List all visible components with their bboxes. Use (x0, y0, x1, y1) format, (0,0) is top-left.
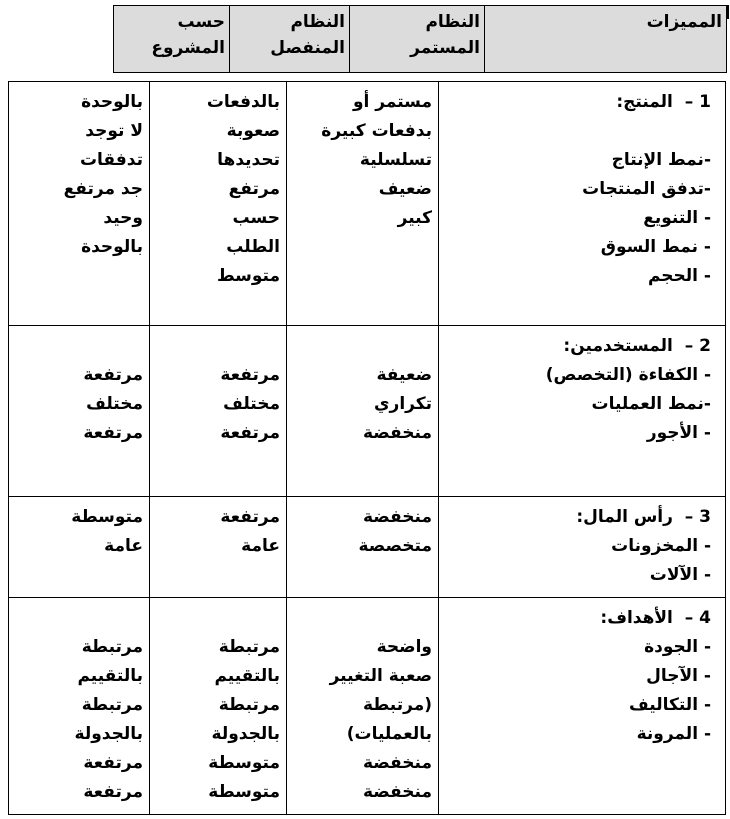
cell-line: تكراري (373, 394, 432, 414)
cell-line: مرتفعة (83, 423, 143, 443)
cell-line: بالوحدة (81, 237, 143, 257)
feature-item: - الجودة (644, 637, 711, 657)
cell-line: بالتقييم (77, 666, 143, 686)
continuous-cell (287, 497, 439, 598)
separate-cell (150, 598, 287, 815)
separate-cell (150, 497, 287, 598)
header-continuous: النظام المستمر (350, 6, 485, 73)
cell-line: متوسطة (71, 507, 143, 527)
cell-line: واضحة (376, 637, 432, 657)
cell-line: متوسط (216, 266, 280, 286)
cell-line: مرتفعة (83, 782, 143, 802)
cell-line: مرتفعة (220, 507, 280, 527)
cell-line: مرتفعة (83, 365, 143, 385)
cell-line: صعوبة (226, 121, 280, 141)
feature-title: 3 – رأس المال: (576, 507, 711, 527)
cell-line: بالوحدة (81, 92, 143, 112)
feature-cell (439, 82, 726, 326)
cell-line: منخفضة (362, 423, 432, 443)
cell-line: بالتقييم (214, 666, 280, 686)
cell-line: تحديدها (217, 150, 280, 170)
cell-line: مستمر أو (352, 92, 432, 112)
feature-item: - الآلات (649, 565, 711, 585)
table-row (9, 497, 726, 598)
continuous-cell (287, 82, 439, 326)
continuous-cell (287, 326, 439, 497)
feature-item: - الحجم (647, 266, 711, 286)
header-features: المميزات (485, 6, 727, 73)
cell-line: بالدفعات (206, 92, 280, 112)
feature-item: -نمط الإنتاج (611, 150, 711, 170)
cell-line: الطلب (226, 237, 280, 257)
feature-title: 4 – الأهداف: (600, 608, 711, 628)
header-project: حسب المشروع (114, 6, 230, 73)
cell-line: مرتفعة (220, 365, 280, 385)
cell-line: مرتبطة (81, 695, 143, 715)
header-separate: النظام المنفصل (230, 6, 350, 73)
continuous-cell (287, 598, 439, 815)
feature-item: - الأجور (646, 423, 711, 443)
cell-line: منخفضة (362, 782, 432, 802)
cell-line: مرتفعة (83, 753, 143, 773)
cell-line: بالجدولة (211, 724, 280, 744)
cell-line: عامة (241, 536, 280, 556)
feature-item: -تدفق المنتجات (582, 179, 711, 199)
cell-line: (مرتبطة (362, 695, 432, 715)
feature-cell (439, 598, 726, 815)
feature-cell (439, 326, 726, 497)
cell-line: كبير (397, 208, 432, 228)
cell-line: بدفعات كبيرة (321, 121, 432, 141)
cell-line: منخفضة (362, 507, 432, 527)
table-row (9, 326, 726, 497)
cell-line: مرتفع (228, 179, 280, 199)
comparison-table (9, 81, 726, 814)
table-row (9, 82, 726, 326)
cell-line: منخفضة (362, 753, 432, 773)
cell-line: مرتبطة (218, 695, 280, 715)
feature-title: 1 – المنتج: (616, 92, 711, 112)
feature-item: - نمط السوق (600, 237, 711, 257)
feature-cell (439, 497, 726, 598)
cell-line: ضعيف (378, 179, 432, 199)
feature-item: -نمط العمليات (591, 394, 711, 414)
header-table (113, 5, 727, 73)
feature-item: - الآجال (646, 666, 711, 686)
cell-line: بالعمليات) (346, 724, 432, 744)
table-row (9, 598, 726, 815)
cell-line: مختلف (86, 394, 143, 414)
separate-cell (150, 82, 287, 326)
cell-line: بالجدولة (74, 724, 143, 744)
project-cell (9, 82, 150, 326)
cell-line: حسب (232, 208, 280, 228)
header-row (114, 6, 727, 73)
cell-line: متخصصة (358, 536, 432, 556)
cell-line: مرتبطة (81, 637, 143, 657)
feature-item: - التنويع (643, 208, 711, 228)
project-cell (9, 326, 150, 497)
cell-line: عامة (104, 536, 143, 556)
cell-line: مختلف (223, 394, 280, 414)
cell-line: متوسطة (208, 782, 280, 802)
page-edge-mark (727, 5, 729, 19)
cell-line: تدفقات (79, 150, 143, 170)
feature-item: - الكفاءة (التخصص) (545, 365, 711, 385)
cell-line: تسلسلية (359, 150, 432, 170)
project-cell (9, 598, 150, 815)
cell-line: ضعيفة (376, 365, 432, 385)
cell-line: وحيد (103, 208, 143, 228)
feature-item: - المخزونات (611, 536, 711, 556)
cell-line: مرتبطة (218, 637, 280, 657)
cell-line: لا توجد (85, 121, 143, 141)
feature-title: 2 – المستخدمين: (563, 336, 711, 356)
cell-line: جد مرتفع (63, 179, 143, 199)
cell-line: صعبة التغيير (329, 666, 432, 686)
project-cell (9, 497, 150, 598)
separate-cell (150, 326, 287, 497)
feature-item: - التكاليف (629, 695, 711, 715)
cell-line: متوسطة (208, 753, 280, 773)
cell-line: مرتفعة (220, 423, 280, 443)
feature-item: - المرونة (636, 724, 711, 744)
